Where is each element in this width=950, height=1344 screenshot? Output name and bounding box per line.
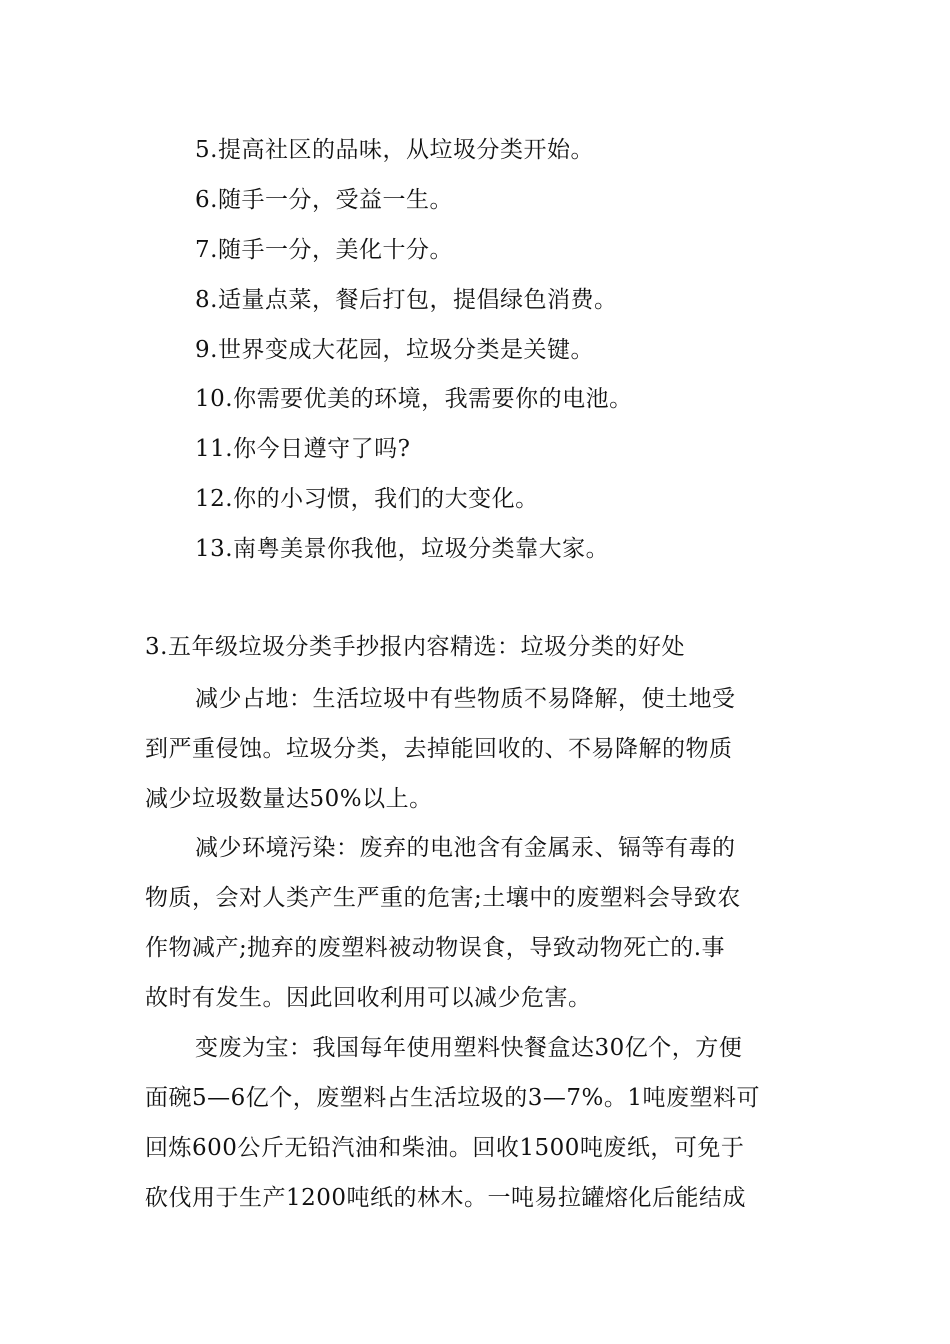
slogan-item: 12.你的小习惯，我们的大变化。: [195, 486, 539, 512]
section-heading: 3.五年级垃圾分类手抄报内容精选：垃圾分类的好处: [145, 634, 685, 660]
paragraph-line: 故时有发生。因此回收利用可以减少危害。: [145, 985, 592, 1011]
slogan-item: 6.随手一分，受益一生。: [195, 187, 453, 213]
paragraph-line: 面碗5—6亿个，废塑料占生活垃圾的3—7%。1吨废塑料可: [145, 1085, 761, 1111]
paragraph-line: 变废为宝：我国每年使用塑料快餐盒达30亿个，方便: [195, 1035, 743, 1061]
slogan-item: 7.随手一分，美化十分。: [195, 237, 453, 263]
slogan-item: 10.你需要优美的环境，我需要你的电池。: [195, 386, 633, 412]
slogan-item: 13.南粤美景你我他，垃圾分类靠大家。: [195, 536, 610, 562]
paragraph-line: 物质，会对人类产生严重的危害;土壤中的废塑料会导致农: [145, 885, 741, 911]
paragraph-line: 砍伐用于生产1200吨纸的林木。一吨易拉罐熔化后能结成: [145, 1185, 747, 1211]
paragraph-line: 减少占地：生活垃圾中有些物质不易降解，使土地受: [195, 686, 736, 712]
slogan-item: 8.适量点菜，餐后打包，提倡绿色消费。: [195, 287, 618, 313]
slogan-item: 9.世界变成大花园，垃圾分类是关键。: [195, 337, 594, 363]
slogan-item: 11.你今日遵守了吗?: [195, 436, 411, 462]
paragraph-line: 作物减产;抛弃的废塑料被动物误食，导致动物死亡的.事: [145, 935, 726, 961]
paragraph-line: 减少垃圾数量达50%以上。: [145, 786, 433, 812]
slogan-item: 5.提高社区的品味，从垃圾分类开始。: [195, 137, 594, 163]
paragraph-line: 回炼600公斤无铅汽油和柴油。回收1500吨废纸，可免于: [145, 1135, 745, 1161]
paragraph-line: 减少环境污染：废弃的电池含有金属汞、镉等有毒的: [195, 835, 736, 861]
paragraph-line: 到严重侵蚀。垃圾分类，去掉能回收的、不易降解的物质: [145, 736, 733, 762]
